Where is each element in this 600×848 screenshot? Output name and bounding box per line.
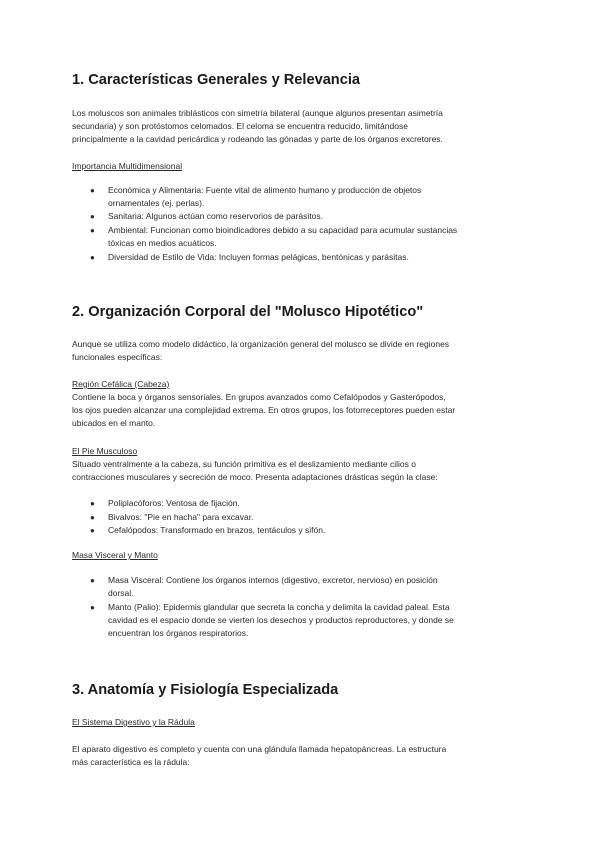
- bullet-icon: ●: [90, 526, 95, 535]
- list-item-line: encuentran los órganos respiratorios.: [108, 628, 249, 638]
- bullet-icon: ●: [90, 513, 95, 522]
- cephalic-line: ubicados en el manto.: [72, 418, 156, 428]
- bullet-icon: ●: [90, 186, 95, 195]
- list-item-line: Manto (Palio): Epidermis glandular que secreta la concha y delimita la cavidad paleal. Esta: [108, 602, 450, 612]
- section-2-intro-line: Aunque se utiliza como modelo didáctico, la organización general del molusco se divide en regiones: [72, 339, 450, 349]
- bullet-icon: ●: [90, 226, 95, 235]
- cephalic-heading: Región Cefálica (Cabeza): [72, 379, 170, 389]
- section-1-intro-line: Los moluscos son animales triblásticos con simetría bilateral (aunque algunos presentan asimetría: [72, 108, 443, 118]
- section-1-title: 1. Características Generales y Relevancia: [72, 72, 361, 88]
- section-3-intro-line: El aparato digestivo es completo y cuenta con una glándula llamada hepatopáncreas. La estructura: [72, 744, 447, 754]
- list-item-line: Sanitaria: Algunos actúan como reservorios de parásitos.: [108, 211, 323, 221]
- list-item-line: Cefalópodos: Transformado en brazos, tentáculos y sifón.: [108, 525, 326, 535]
- list-item-line: Masa Visceral: Contiene los órganos internos (digestivo, excretor, nervioso) en posición: [108, 575, 438, 585]
- list-item-line: cavidad es el espacio donde se vierten los desechos y productos reproductores, y donde se: [108, 615, 454, 625]
- section-2-intro-line: funcionales específicas:: [72, 352, 163, 362]
- list-item-line: Poliplacóforos: Ventosa de fijación.: [108, 498, 240, 508]
- bullet-icon: ●: [90, 499, 95, 508]
- section-3-title: 3. Anatomía y Fisiología Especializada: [72, 682, 339, 698]
- list-item-line: tóxicas en medios acuáticos.: [108, 238, 217, 248]
- list-item-line: Ambiental: Funcionan como bioindicadores debido a su capacidad para acumular sustancias: [108, 225, 458, 235]
- bullet-icon: ●: [90, 253, 95, 262]
- list-item-line: dorsal.: [108, 588, 134, 598]
- list-item-line: Diversidad de Estilo de Vida: Incluyen formas pelágicas, bentónicas y parásitas.: [108, 252, 409, 262]
- cephalic-line: Contiene la boca y órganos sensoriales. En grupos avanzados como Cefalópodos y Gasterópodos,: [72, 392, 446, 402]
- bullet-icon: ●: [90, 576, 95, 585]
- cephalic-line: los ojos pueden alcanzar una complejidad extrema. En otros grupos, los fotorreceptores pueden estar: [72, 405, 456, 415]
- foot-line: contracciones musculares y secreción de moco. Presenta adaptaciones drásticas según la clase:: [72, 472, 438, 482]
- section-1-intro-line: secundaria) y son protóstomos celomados. El celoma se encuentra reducido, limitándose: [72, 121, 408, 131]
- foot-heading: El Pie Musculoso: [72, 446, 138, 456]
- section-3-intro-line: más característica es la rádula:: [72, 757, 190, 767]
- section-2-title: 2. Organización Corporal del "Molusco Hipotético": [72, 304, 424, 320]
- bullet-icon: ●: [90, 212, 95, 221]
- section-1-subheading: Importancia Multidimensional: [72, 161, 183, 171]
- foot-line: Situado ventralmente a la cabeza, su función primitiva es el deslizamiento mediante cilios o: [72, 459, 416, 469]
- list-item-line: ornamentales (ej. perlas).: [108, 198, 205, 208]
- section-3-subheading: El Sistema Digestivo y la Rádula: [72, 717, 195, 727]
- section-1-intro-line: principalmente a la cavidad pericárdica y rodeando las gónadas y parte de los órganos excretores.: [72, 134, 443, 144]
- bullet-icon: ●: [90, 603, 95, 612]
- list-item-line: Económica y Alimentaria: Fuente vital de alimento humano y producción de objetos: [108, 185, 422, 195]
- list-item-line: Bivalvos: "Pie en hacha" para excavar.: [108, 512, 254, 522]
- visceral-heading: Masa Visceral y Manto: [72, 550, 158, 560]
